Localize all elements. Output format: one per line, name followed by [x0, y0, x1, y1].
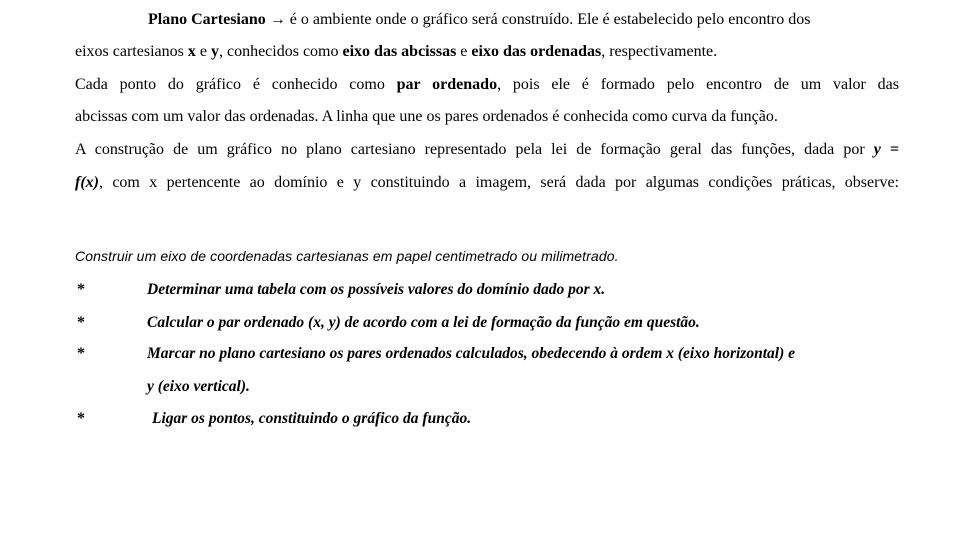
- bullet-star: *: [77, 314, 85, 331]
- term-eixo-abcissas: eixo das abcissas: [342, 43, 457, 60]
- bullet-star: *: [77, 345, 85, 362]
- step-item: Calcular o par ordenado (x, y) de acordo com a lei de formação da função em questão.: [147, 314, 700, 331]
- conjunction-and-2: e: [456, 43, 472, 60]
- paragraph1-text: é o ambiente onde o gráfico será construído. Ele é estabelecido pelo encontro dos: [285, 11, 811, 28]
- paragraph2-line1: [75, 75, 899, 95]
- paragraph1-line2-c: , respectivamente.: [601, 43, 718, 60]
- paragraph3-line2: [75, 173, 899, 193]
- step-item-continuation: y (eixo vertical).: [147, 378, 250, 395]
- step-item: Ligar os pontos, constituindo o gráfico da função.: [152, 410, 472, 427]
- bullet-star: *: [77, 281, 85, 298]
- term-eixo-ordenadas: eixo das ordenadas: [471, 43, 602, 60]
- paragraph1-line1: [148, 10, 810, 30]
- paragraph1-line2-b: , conhecidos como: [218, 43, 343, 60]
- paragraph1-line2: [75, 42, 717, 62]
- term-x: x: [187, 43, 196, 60]
- paragraph3-line1-a: A construção de um gráfico no plano cartesiano representado pela lei de formação geral das funções, dada por: [75, 141, 874, 158]
- step-item: Determinar uma tabela com os possíveis valores do domínio dado por x.: [147, 281, 606, 298]
- paragraph2-line2: abcissas com um valor das ordenadas. A linha que une os pares ordenados é conhecida como curva da função.: [75, 108, 778, 125]
- instruction-text: Construir um eixo de coordenadas cartesianas em papel centimetrado ou milimetrado.: [75, 248, 619, 264]
- term-plano-cartesiano: Plano Cartesiano: [148, 11, 266, 28]
- term-par-ordenado: par ordenado: [396, 76, 498, 93]
- paragraph3-line2-b: , com x pertencente ao domínio e y constituindo a imagem, será dada por algumas condições práticas, observe:: [98, 174, 899, 191]
- term-fx: f(x): [75, 174, 99, 191]
- conjunction-and: e: [195, 43, 211, 60]
- paragraph2-line1-b: , pois ele é formado pelo encontro de um valor das: [497, 76, 900, 93]
- step-item: Marcar no plano cartesiano os pares ordenados calculados, obedecendo à ordem x (eixo horizontal) e: [147, 345, 795, 362]
- paragraph3-line1: [75, 140, 899, 160]
- bullet-star: *: [77, 410, 85, 427]
- paragraph2-line1-a: Cada ponto do gráfico é conhecido como: [75, 76, 397, 93]
- arrow-glyph: →: [269, 11, 286, 28]
- term-y: y: [210, 43, 219, 60]
- term-y-equals: y =: [873, 141, 900, 158]
- paragraph1-line2-a: eixos cartesianos: [75, 43, 188, 60]
